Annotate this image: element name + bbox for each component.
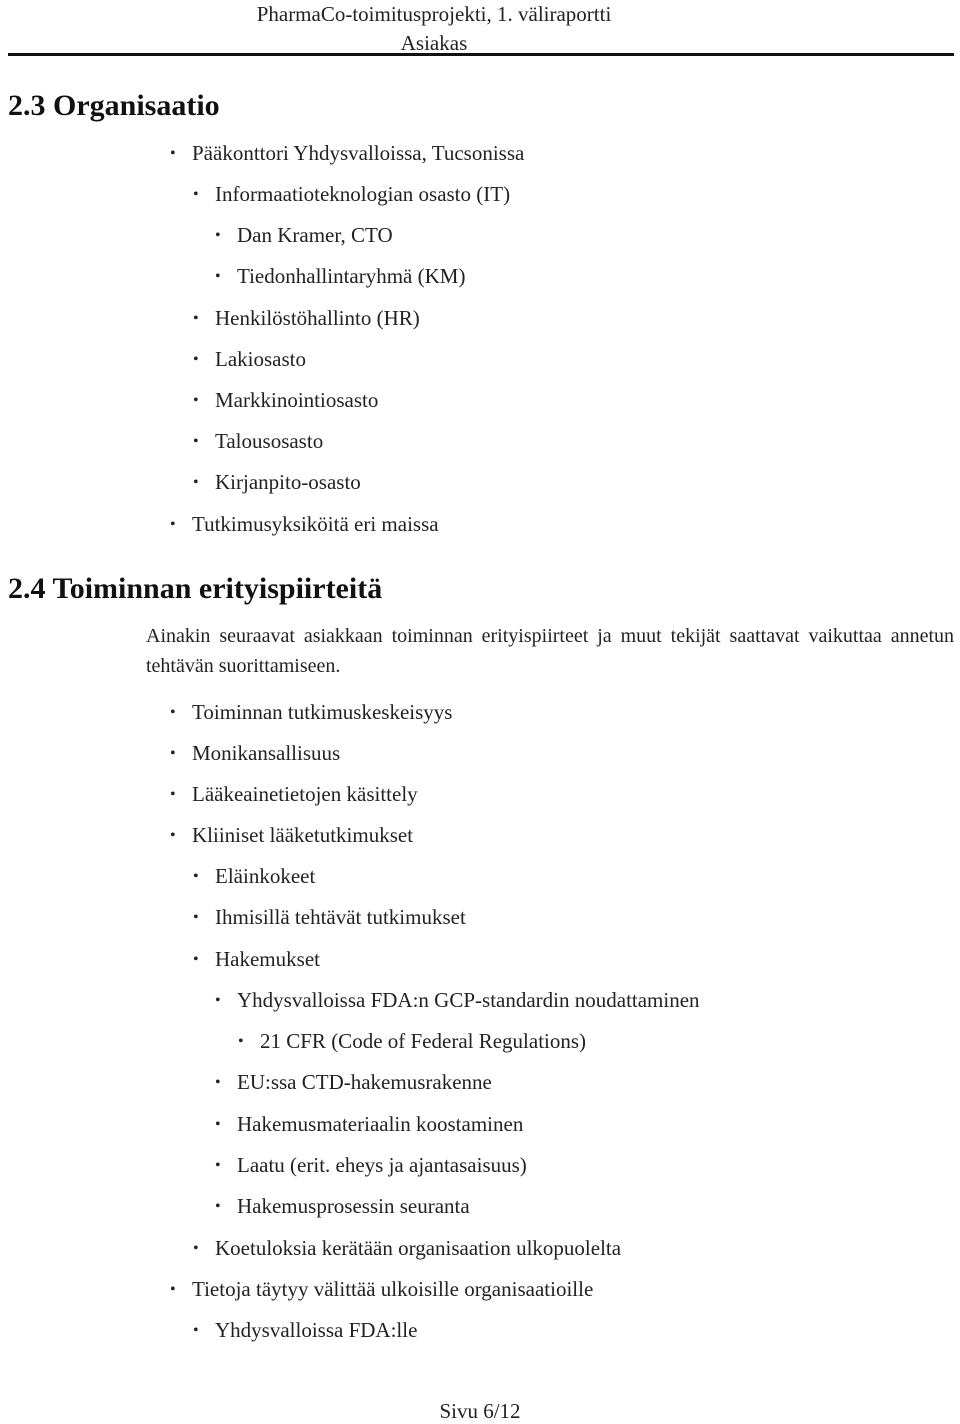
list-item: • Koetuloksia kerätään organisaation ulkopuolelta: [193, 1236, 622, 1260]
bullet-icon: •: [193, 433, 199, 450]
bullet-icon: •: [193, 186, 199, 203]
list-item: • Informaatioteknologian osasto (IT): [193, 182, 511, 206]
bullet-icon: •: [193, 392, 199, 409]
bullet-icon: •: [238, 1033, 244, 1050]
bullet-icon: •: [170, 704, 176, 721]
list-item: • Tiedonhallintaryhmä (KM): [215, 264, 466, 288]
bullet-icon: •: [215, 227, 221, 244]
bullet-icon: •: [215, 1157, 221, 1174]
list-item: • Lakiosasto: [193, 347, 306, 371]
page-header: [184, 0, 684, 58]
list-item: • Eläinkokeet: [193, 864, 316, 888]
bullet-icon: •: [193, 1240, 199, 1257]
bullet-icon: •: [193, 1322, 199, 1339]
bullet-icon: •: [170, 745, 176, 762]
bullet-icon: •: [193, 909, 199, 926]
list-item: • Tietoja täytyy välittää ulkoisille organisaatioille: [170, 1277, 594, 1301]
bullet-icon: •: [215, 992, 221, 1009]
header-subtitle: Asiakas: [400, 31, 468, 55]
list-item: • Dan Kramer, CTO: [215, 223, 393, 247]
list-item: • Markkinointiosasto: [193, 388, 379, 412]
bullet-icon: •: [170, 516, 176, 533]
list-item: • Hakemusprosessin seuranta: [215, 1194, 470, 1218]
list-item: • Hakemusmateriaalin koostaminen: [215, 1112, 524, 1136]
page-number: Sivu 6/12: [439, 1399, 521, 1423]
bullet-icon: •: [215, 1116, 221, 1133]
section-intro-paragraph: Ainakin seuraavat asiakkaan toiminnan erityispiirteet ja muut tekijät saattavat vaikuttaa annetun tehtävän suorittamiseen.: [146, 625, 954, 677]
bullet-icon: •: [215, 1074, 221, 1091]
bullet-icon: •: [193, 474, 199, 491]
bullet-icon: •: [215, 268, 221, 285]
list-item: • Hakemukset: [193, 947, 320, 971]
section-title-organisaatio: 2.3 Organisaatio: [8, 89, 220, 122]
bullet-icon: •: [170, 827, 176, 844]
list-item: • Laatu (erit. eheys ja ajantasaisuus): [215, 1153, 527, 1177]
list-item: • Yhdysvalloissa FDA:lle: [193, 1318, 418, 1342]
bullet-icon: •: [193, 310, 199, 327]
list-item: • Yhdysvalloissa FDA:n GCP-standardin noudattaminen: [215, 988, 700, 1012]
bullet-icon: •: [170, 786, 176, 803]
list-item: • Kirjanpito-osasto: [193, 470, 361, 494]
bullet-icon: •: [193, 951, 199, 968]
bullet-icon: •: [170, 1281, 176, 1298]
list-item: • Toiminnan tutkimuskeskeisyys: [170, 700, 453, 724]
list-item: • Monikansallisuus: [170, 741, 341, 765]
bullet-icon: •: [170, 145, 176, 162]
list-item: • Kliiniset lääketutkimukset: [170, 823, 414, 847]
list-item: • Talousosasto: [193, 429, 324, 453]
bullet-icon: •: [193, 351, 199, 368]
list-item: • Tutkimusyksiköitä eri maissa: [170, 512, 439, 536]
list-item: • EU:ssa CTD-hakemusrakenne: [215, 1070, 492, 1094]
header-project-title: PharmaCo-toimitusprojekti, 1. väliraportti: [256, 2, 612, 26]
header-divider: [8, 53, 954, 56]
list-item: • Henkilöstöhallinto (HR): [193, 306, 420, 330]
list-item: • Pääkonttori Yhdysvalloissa, Tucsonissa: [170, 141, 525, 165]
list-item: • 21 CFR (Code of Federal Regulations): [238, 1029, 587, 1053]
bullet-icon: •: [193, 868, 199, 885]
list-item: • Ihmisillä tehtävät tutkimukset: [193, 905, 466, 929]
bullet-icon: •: [215, 1198, 221, 1215]
section-title-erityispiirteet: 2.4 Toiminnan erityispiirteitä: [8, 572, 383, 605]
list-item: • Lääkeainetietojen käsittely: [170, 782, 418, 806]
